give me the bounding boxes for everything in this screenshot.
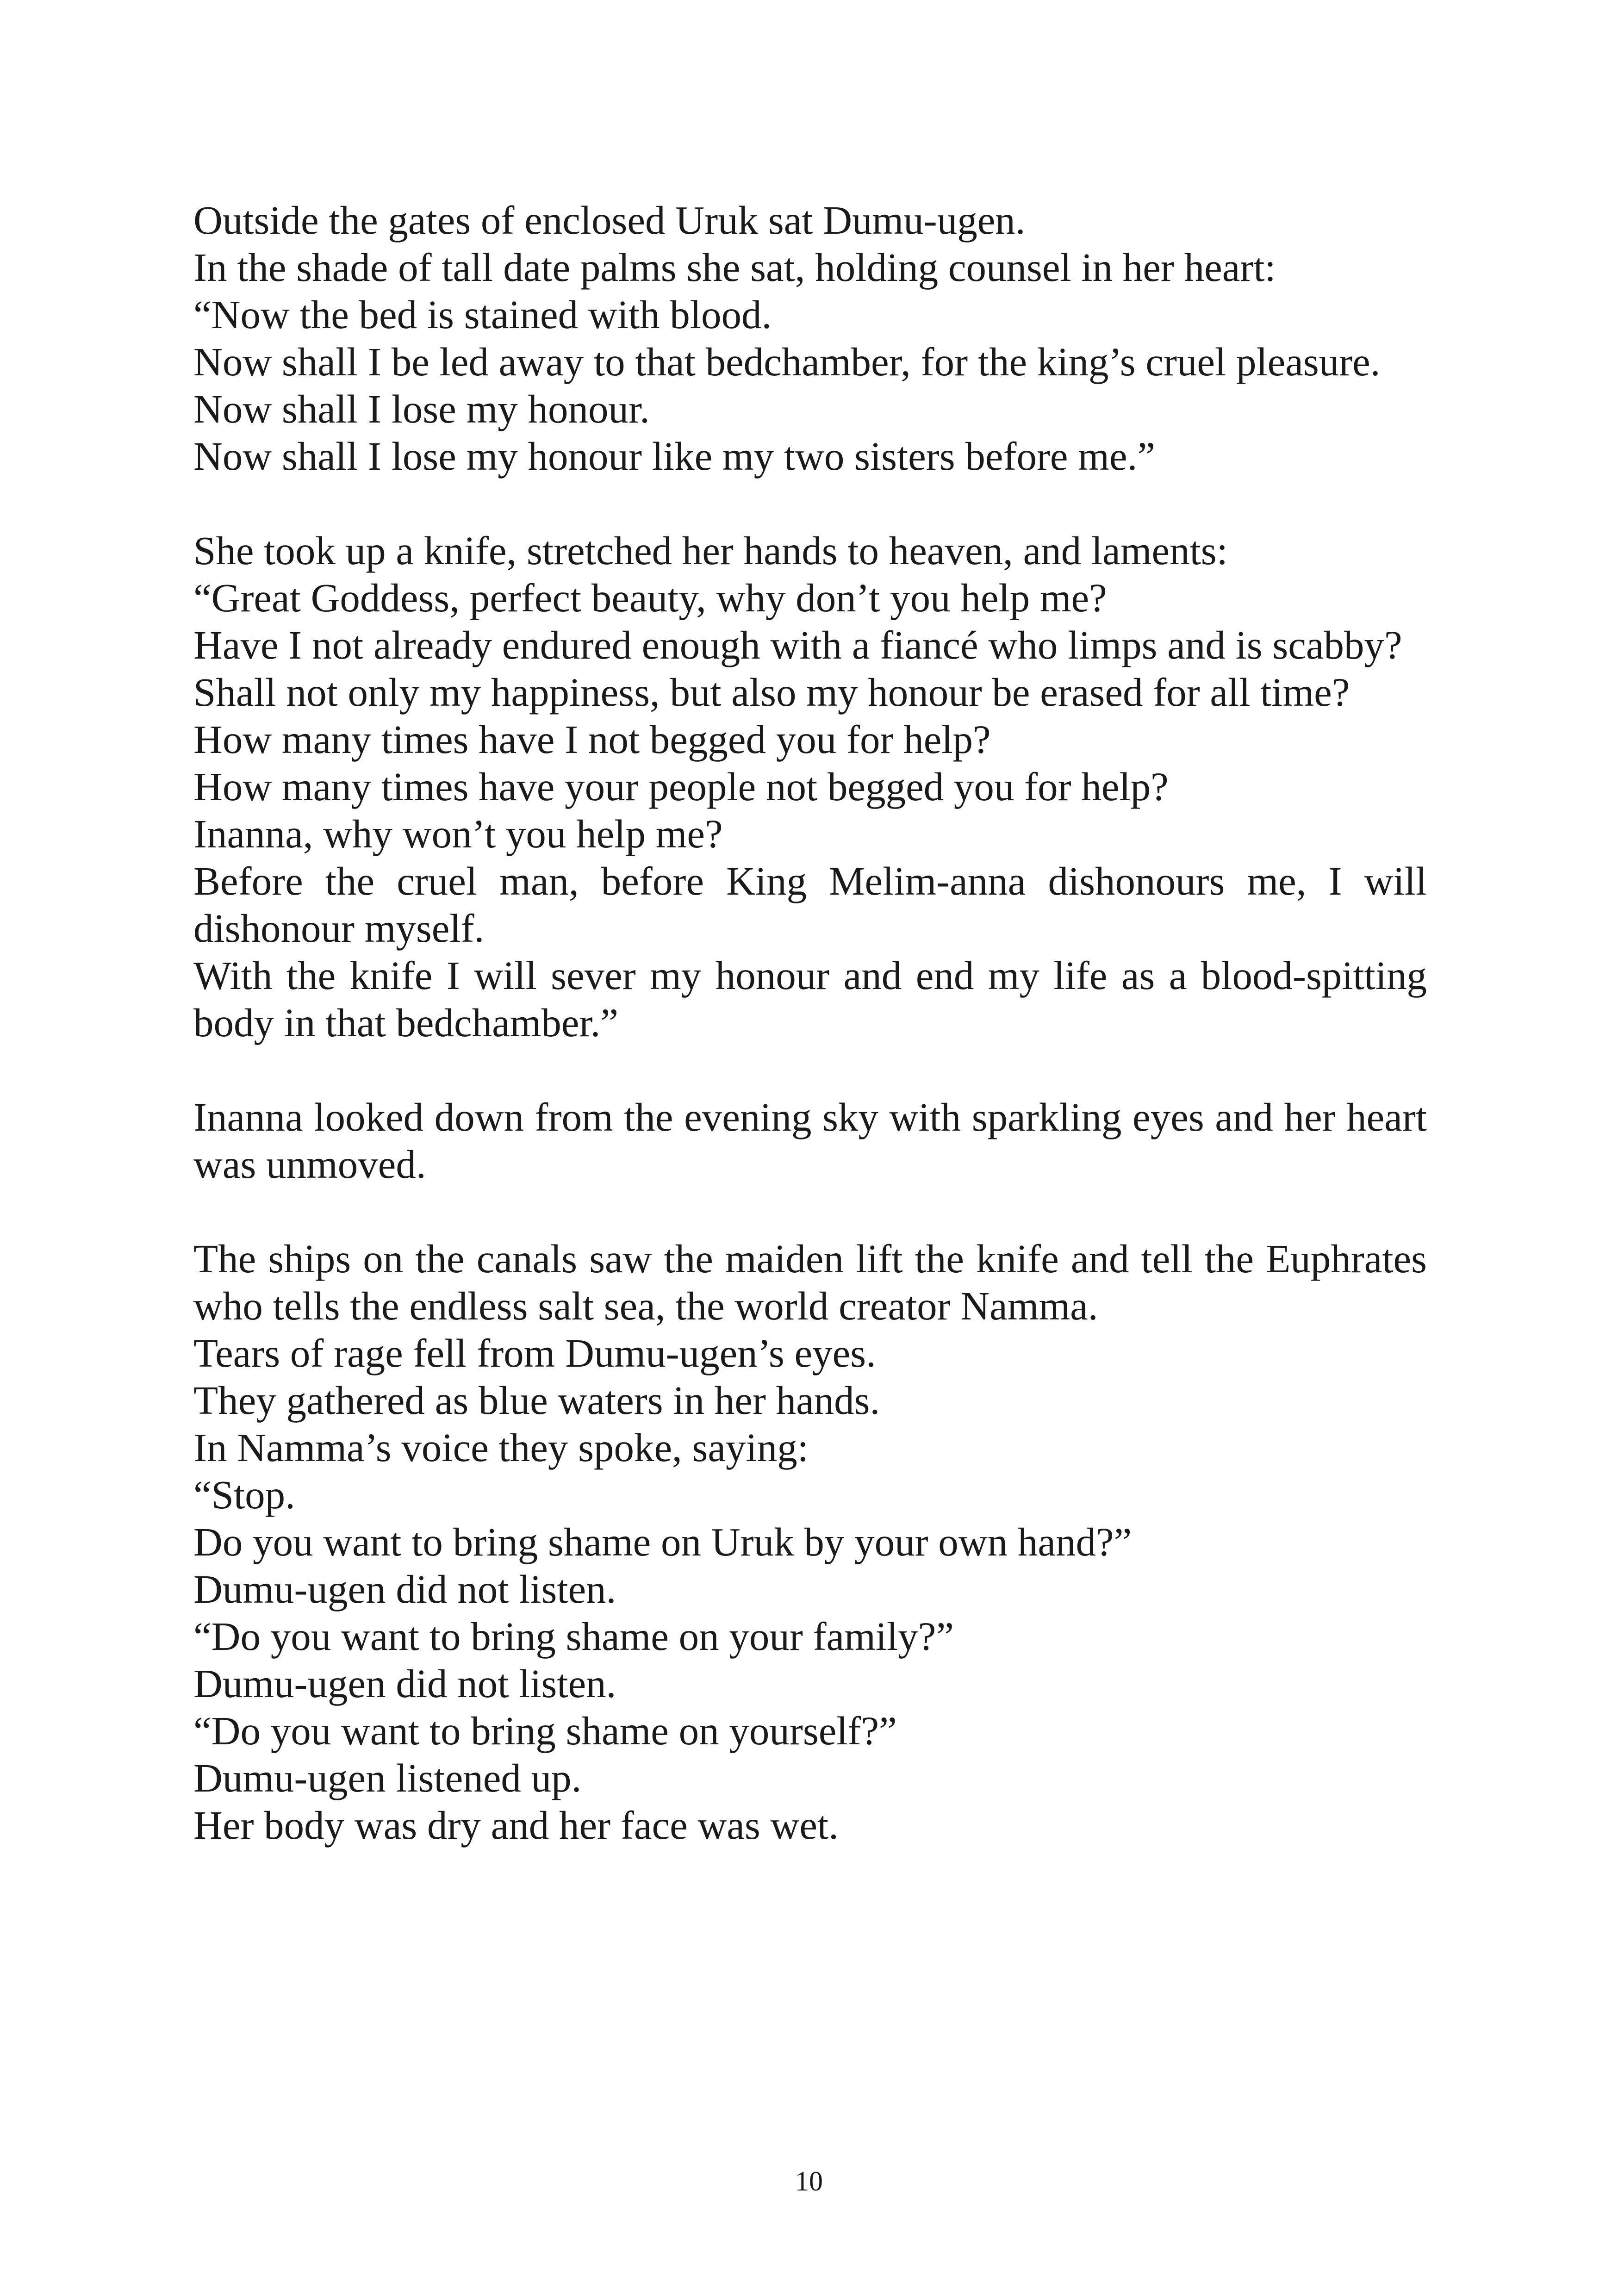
text-line: In Namma’s voice they spoke, saying: — [193, 1425, 809, 1470]
text-line: Inanna looked down from the evening sky with sparkling eyes and her heart was unmoved. — [193, 1095, 1427, 1187]
text-line: With the knife I will sever my honour and end my life as a blood-spitting body in that bedchamber.” — [193, 953, 1427, 1045]
stanza-1 — [193, 197, 1427, 480]
stanza-2 — [193, 527, 1427, 1046]
body-text — [193, 197, 1427, 1896]
stanza-3 — [193, 1094, 1427, 1188]
text-line: “Now the bed is stained with blood. — [193, 292, 772, 337]
text-line: The ships on the canals saw the maiden lift the knife and tell the Euphrates who tells the endless salt sea, the world creator Namma. — [193, 1236, 1427, 1328]
text-line: “Do you want to bring shame on your family?” — [193, 1614, 954, 1659]
text-line: Dumu-ugen did not listen. — [193, 1567, 616, 1612]
text-line: Now shall I lose my honour like my two sisters before me.” — [193, 434, 1155, 479]
page-number: 10 — [795, 2166, 823, 2196]
text-line: They gathered as blue waters in her hands. — [193, 1378, 880, 1423]
text-line: Do you want to bring shame on Uruk by your own hand?” — [193, 1519, 1132, 1564]
text-line: She took up a knife, stretched her hands to heaven, and laments: — [193, 528, 1228, 573]
text-line: Now shall I lose my honour. — [193, 386, 650, 431]
text-line: In the shade of tall date palms she sat, holding counsel in her heart: — [193, 245, 1276, 290]
text-line: Outside the gates of enclosed Uruk sat Dumu-ugen. — [193, 198, 1026, 243]
text-line: Have I not already endured enough with a fiancé who limps and is scabby? — [193, 622, 1402, 667]
text-line: Before the cruel man, before King Melim-anna dishonours me, I will dishonour myself. — [193, 859, 1427, 951]
text-line: Her body was dry and her face was wet. — [193, 1803, 839, 1848]
text-line: “Do you want to bring shame on yourself?” — [193, 1708, 897, 1753]
text-line: “Stop. — [193, 1472, 295, 1517]
text-line: Tears of rage fell from Dumu-ugen’s eyes. — [193, 1331, 876, 1375]
stanza-4 — [193, 1235, 1427, 1849]
text-line: Inanna, why won’t you help me? — [193, 811, 723, 856]
text-line: Now shall I be led away to that bedchamber, for the king’s cruel pleasure. — [193, 339, 1381, 384]
text-line: How many times have your people not begged you for help? — [193, 764, 1169, 809]
text-line: Dumu-ugen did not listen. — [193, 1661, 616, 1706]
text-line: How many times have I not begged you for help? — [193, 717, 991, 762]
text-line: Shall not only my happiness, but also my honour be erased for all time? — [193, 670, 1350, 715]
text-line: Dumu-ugen listened up. — [193, 1755, 582, 1800]
text-line: “Great Goddess, perfect beauty, why don’t you help me? — [193, 575, 1107, 620]
